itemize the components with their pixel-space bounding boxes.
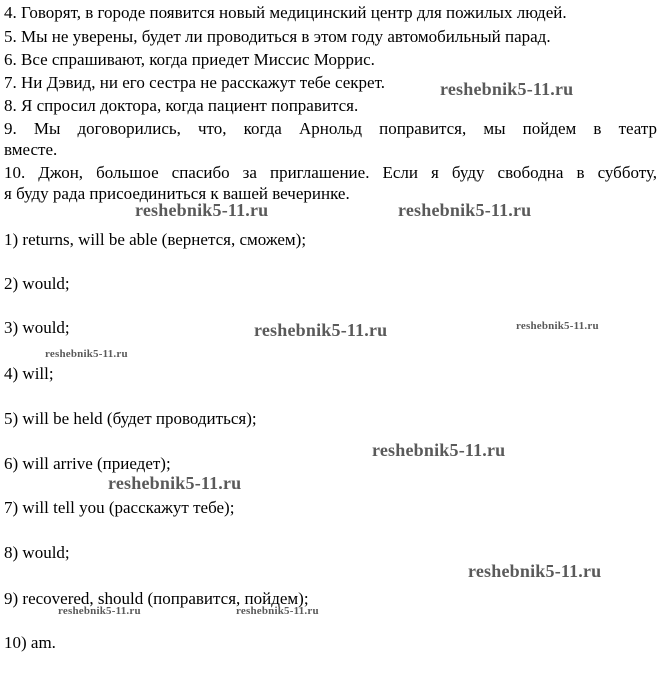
sentence-7: 7. Ни Дэвид, ни его сестра не расскажут тебе секрет. bbox=[4, 73, 385, 92]
answer-4: 4) will; bbox=[4, 364, 54, 383]
answer-6: 6) will arrive (приедет); bbox=[4, 454, 171, 473]
answer-3: 3) would; bbox=[4, 318, 70, 337]
sentence-8: 8. Я спросил доктора, когда пациент поправится. bbox=[4, 96, 359, 115]
watermark: reshebnik5-11.ru bbox=[236, 605, 319, 617]
watermark: reshebnik5-11.ru bbox=[45, 348, 128, 360]
answer-7: 7) will tell you (расскажут тебе); bbox=[4, 498, 235, 517]
watermark: reshebnik5-11.ru bbox=[254, 320, 388, 340]
answer-9: 9) recovered, should (поправится, пойдем); bbox=[4, 589, 309, 608]
answer-8: 8) would; bbox=[4, 543, 70, 562]
sentence-10-line-2: я буду рада присоединиться к вашей вечеринке. bbox=[4, 184, 350, 203]
answer-1: 1) returns, will be able (вернется, сможем); bbox=[4, 230, 307, 249]
watermark: reshebnik5-11.ru bbox=[108, 473, 242, 493]
sentence-9-line-2: вместе. bbox=[4, 140, 58, 159]
answer-10: 10) am. bbox=[4, 633, 56, 652]
answer-2: 2) would; bbox=[4, 274, 70, 293]
sentence-9-line-1: 9. Мы договорились, что, когда Арнольд поправится, мы пойдем в театр bbox=[4, 119, 657, 138]
watermark: reshebnik5-11.ru bbox=[468, 561, 602, 581]
watermark: reshebnik5-11.ru bbox=[516, 320, 599, 332]
watermark: reshebnik5-11.ru bbox=[58, 605, 141, 617]
watermark: reshebnik5-11.ru bbox=[372, 440, 506, 460]
sentence-6: 6. Все спрашивают, когда приедет Миссис Моррис. bbox=[4, 50, 375, 69]
watermark: reshebnik5-11.ru bbox=[440, 79, 574, 99]
sentence-10-line-1: 10. Джон, большое спасибо за приглашение. Если я буду свободна в субботу, bbox=[4, 163, 657, 182]
sentence-4: 4. Говорят, в городе появится новый медицинский центр для пожилых людей. bbox=[4, 3, 567, 22]
sentence-5: 5. Мы не уверены, будет ли проводиться в этом году автомобильный парад. bbox=[4, 27, 551, 46]
watermark: reshebnik5-11.ru bbox=[398, 200, 532, 220]
answer-5: 5) will be held (будет проводиться); bbox=[4, 409, 257, 428]
watermark: reshebnik5-11.ru bbox=[135, 200, 269, 220]
